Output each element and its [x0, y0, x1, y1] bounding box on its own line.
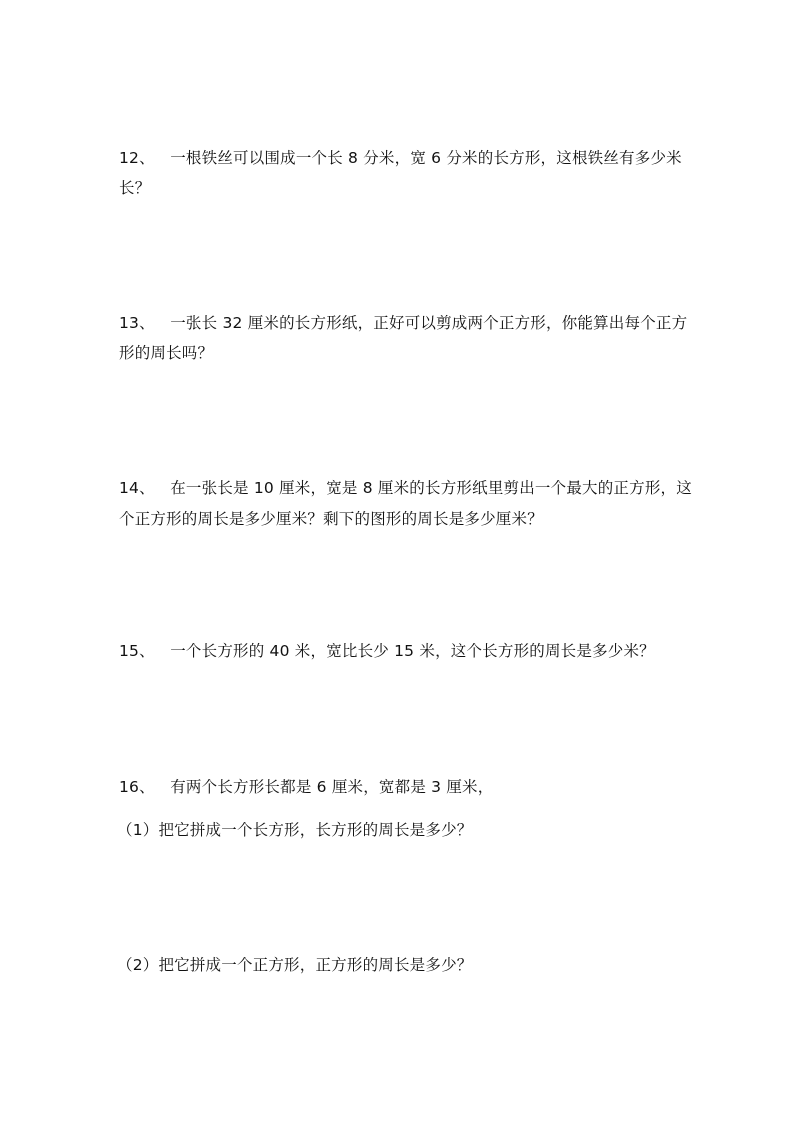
- question-13-number: 13、: [119, 314, 155, 332]
- question-12-text-1: 一根铁丝可以围成一个长 8 分米，宽 6 分米的长方形，这根铁丝有多少米: [170, 149, 682, 167]
- question-15-number: 15、: [119, 642, 155, 660]
- question-16-sub-2-text: （2）把它拼成一个正方形，正方形的周长是多少？: [117, 956, 473, 974]
- question-12-line-1: [119, 148, 694, 168]
- question-12-line-2: [119, 178, 694, 198]
- question-14-number: 14、: [119, 479, 155, 497]
- question-13-text-1: 一张长 32 厘米的长方形纸，正好可以剪成两个正方形，你能算出每个正方: [170, 314, 688, 332]
- question-14-line-2: [119, 509, 694, 529]
- question-16-number: 16、: [119, 778, 155, 796]
- question-14-line-1: [119, 478, 694, 498]
- question-16-sub-1-text: （1）把它拼成一个长方形，长方形的周长是多少？: [117, 821, 473, 839]
- question-13-line-1: [119, 313, 694, 333]
- question-15-text-1: 一个长方形的 40 米，宽比长少 15 米，这个长方形的周长是多少米？: [170, 642, 655, 660]
- question-14-text-2: 个正方形的周长是多少厘米？剩下的图形的周长是多少厘米？: [119, 510, 543, 528]
- question-12-number: 12、: [119, 149, 155, 167]
- question-12-text-2: 长？: [119, 179, 151, 197]
- question-13-text-2: 形的周长吗？: [119, 344, 214, 362]
- question-16-text-1: 有两个长方形长都是 6 厘米，宽都是 3 厘米，: [170, 778, 494, 796]
- question-16-sub-1: [117, 820, 692, 840]
- question-16-line-1: [119, 777, 694, 797]
- question-13-line-2: [119, 343, 694, 363]
- question-14-text-1: 在一张长是 10 厘米，宽是 8 厘米的长方形纸里剪出一个最大的正方形，这: [170, 479, 692, 497]
- question-16-sub-2: [117, 955, 692, 975]
- question-15-line-1: [119, 641, 694, 661]
